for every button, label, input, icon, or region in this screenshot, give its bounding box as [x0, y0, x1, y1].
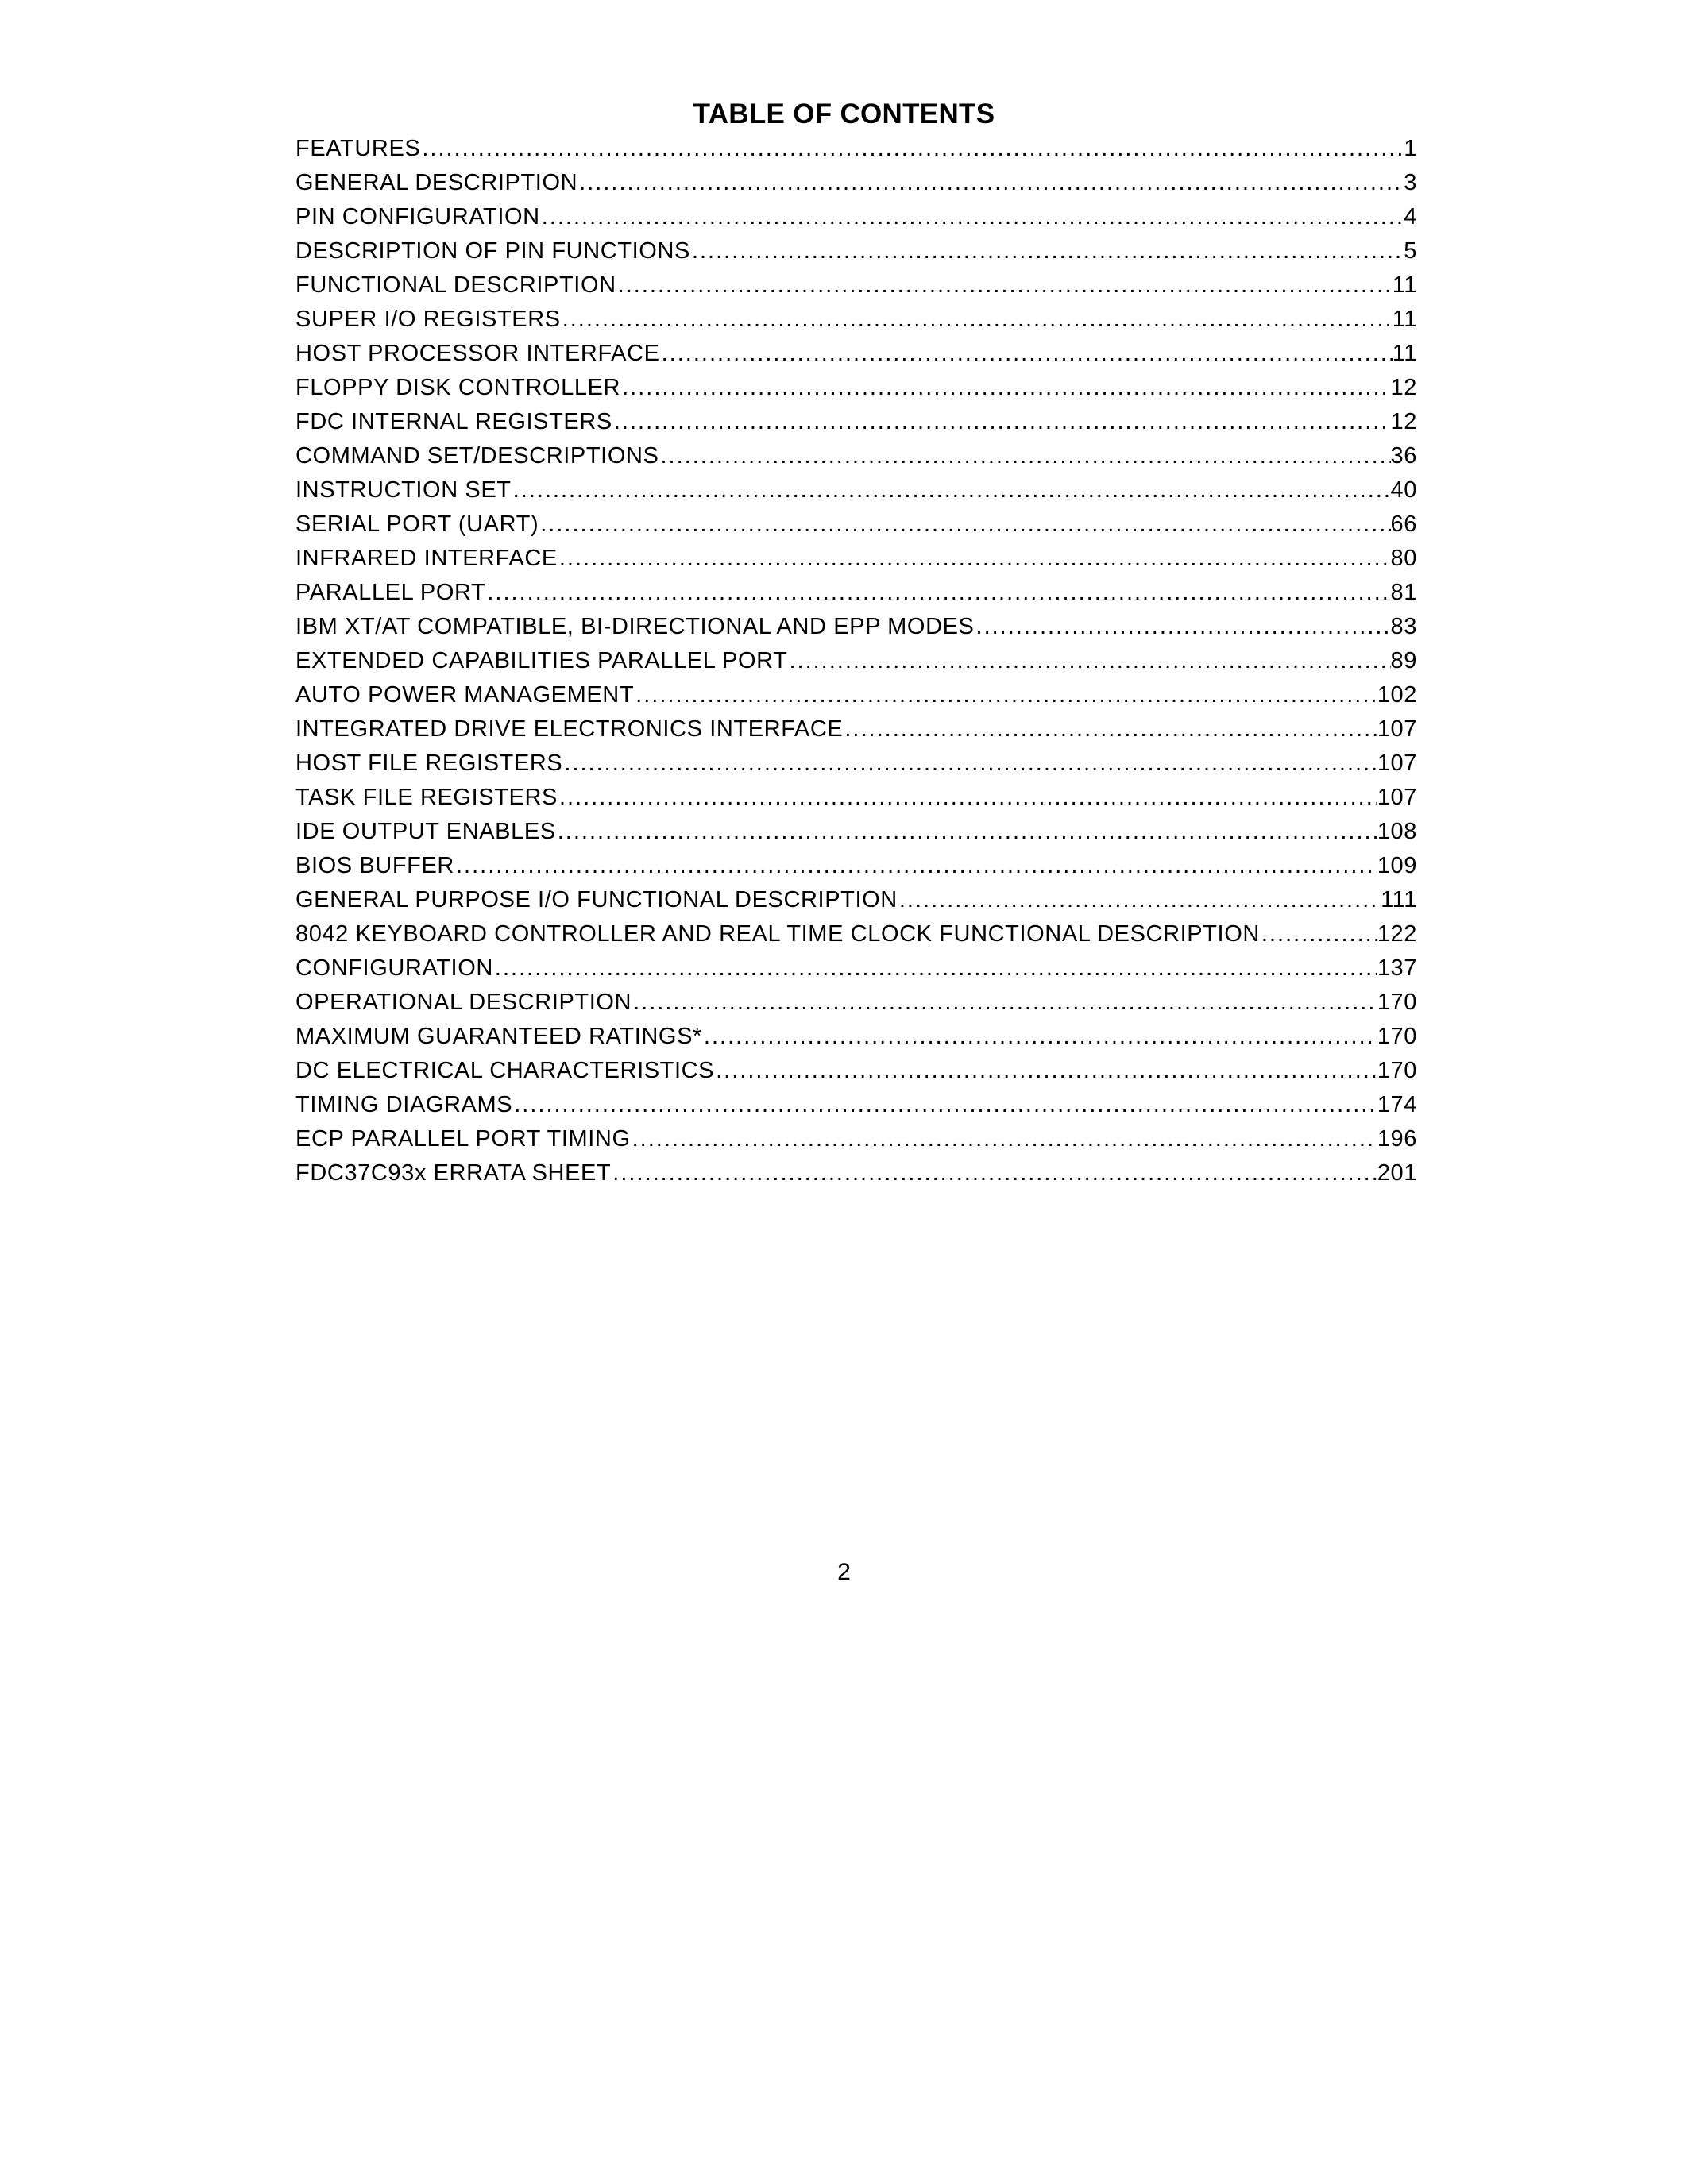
- toc-entry: [295, 883, 1417, 917]
- toc-entry: [295, 337, 1417, 371]
- toc-entry: [295, 1156, 1417, 1190]
- toc-entry-page: 66: [1390, 511, 1417, 537]
- toc-entry-title: IBM XT/AT COMPATIBLE, BI-DIRECTIONAL AND EPP MODES: [295, 614, 975, 639]
- toc-entry-title: TIMING DIAGRAMS: [295, 1092, 513, 1117]
- toc-dot-leader: [454, 849, 1377, 883]
- toc-entry-page: 122: [1377, 921, 1417, 947]
- toc-entry: [295, 678, 1417, 712]
- toc-entry-title: HOST FILE REGISTERS: [295, 751, 563, 776]
- toc-entry: [295, 405, 1417, 439]
- toc-dot-leader: [659, 439, 1391, 473]
- toc-entry-page: 196: [1377, 1126, 1417, 1152]
- toc-entry-page: 5: [1404, 238, 1417, 264]
- page-number: 2: [837, 1559, 851, 1585]
- toc-entry-title: OPERATIONAL DESCRIPTION: [295, 990, 632, 1015]
- toc-entry: [295, 849, 1417, 883]
- toc-entry-page: 1: [1404, 136, 1417, 161]
- toc-entry-title: FLOPPY DISK CONTROLLER: [295, 375, 621, 400]
- toc-entry-page: 89: [1390, 648, 1417, 673]
- toc-entry-title: INFRARED INTERFACE: [295, 546, 558, 571]
- toc-entry: [295, 644, 1417, 678]
- toc-entry: [295, 132, 1417, 166]
- toc-entry-page: 83: [1390, 614, 1417, 639]
- toc-entry-title: HOST PROCESSOR INTERFACE: [295, 341, 660, 366]
- toc-entry-title: PARALLEL PORT: [295, 580, 486, 605]
- toc-entry-title: FDC INTERNAL REGISTERS: [295, 409, 612, 434]
- toc-entry-page: 170: [1377, 990, 1417, 1015]
- toc-dot-leader: [556, 815, 1377, 849]
- toc-entry-page: 174: [1377, 1092, 1417, 1117]
- toc-entry-page: 11: [1392, 341, 1417, 366]
- toc-entry: [295, 747, 1417, 781]
- toc-entry-title: COMMAND SET/DESCRIPTIONS: [295, 443, 659, 469]
- toc-dot-leader: [616, 268, 1393, 303]
- toc-dot-leader: [787, 644, 1390, 678]
- toc-dot-leader: [611, 1156, 1377, 1190]
- toc-entry-title: CONFIGURATION: [295, 955, 493, 981]
- toc-entry-page: 4: [1404, 204, 1417, 230]
- toc-entry-page: 3: [1404, 170, 1417, 195]
- toc-entry-title: MAXIMUM GUARANTEED RATINGS*: [295, 1024, 702, 1049]
- toc-entry-page: 170: [1377, 1024, 1417, 1049]
- toc-entry-title: AUTO POWER MANAGEMENT: [295, 682, 635, 708]
- toc-dot-leader: [562, 747, 1377, 781]
- toc-entry: [295, 234, 1417, 268]
- toc-entry-page: 137: [1377, 955, 1417, 981]
- toc-entry-title: FEATURES: [295, 136, 421, 161]
- toc-entry-page: 111: [1381, 887, 1417, 913]
- toc-entry-title: PIN CONFIGURATION: [295, 204, 540, 230]
- toc-entry: [295, 1122, 1417, 1156]
- toc-entry-title: DC ELECTRICAL CHARACTERISTICS: [295, 1058, 715, 1083]
- toc-entry: [295, 986, 1417, 1020]
- toc-entry-page: 108: [1377, 819, 1417, 844]
- page-title: TABLE OF CONTENTS: [693, 98, 995, 129]
- toc-entry-title: 8042 KEYBOARD CONTROLLER AND REAL TIME CLOCK FUNCTIONAL DESCRIPTION: [295, 921, 1260, 947]
- toc-entry: [295, 268, 1417, 303]
- toc-dot-leader: [843, 712, 1377, 747]
- toc-entry-title: ECP PARALLEL PORT TIMING: [295, 1126, 631, 1152]
- toc-entry-page: 107: [1377, 785, 1417, 810]
- toc-dot-leader: [898, 883, 1381, 917]
- toc-dot-leader: [690, 234, 1404, 268]
- toc-entry-title: INTEGRATED DRIVE ELECTRONICS INTERFACE: [295, 716, 844, 742]
- toc-entry: [295, 371, 1417, 405]
- toc-dot-leader: [631, 1122, 1377, 1156]
- toc-dot-leader: [540, 200, 1404, 234]
- toc-dot-leader: [420, 132, 1404, 166]
- toc-dot-leader: [512, 473, 1391, 507]
- toc-entry-title: GENERAL PURPOSE I/O FUNCTIONAL DESCRIPTION: [295, 887, 898, 913]
- toc-dot-leader: [702, 1020, 1377, 1054]
- toc-entry: [295, 473, 1417, 507]
- toc-entry-title: INSTRUCTION SET: [295, 477, 512, 503]
- toc-entry: [295, 781, 1417, 815]
- toc-entry-title: TASK FILE REGISTERS: [295, 785, 558, 810]
- toc-entry: [295, 200, 1417, 234]
- toc-entry-page: 80: [1390, 546, 1417, 571]
- toc-dot-leader: [558, 781, 1377, 815]
- toc-entry-page: 11: [1392, 307, 1417, 332]
- toc-entry: [295, 917, 1417, 951]
- toc-entry-page: 12: [1390, 375, 1417, 400]
- toc-entry: [295, 507, 1417, 542]
- toc-entry-page: 11: [1392, 272, 1417, 298]
- toc-dot-leader: [539, 507, 1390, 542]
- toc-entry: [295, 1020, 1417, 1054]
- toc-entry-page: 36: [1390, 443, 1417, 469]
- toc-entry-title: GENERAL DESCRIPTION: [295, 170, 578, 195]
- toc-dot-leader: [485, 576, 1390, 610]
- toc-entry: [295, 951, 1417, 986]
- toc-entry-title: DESCRIPTION OF PIN FUNCTIONS: [295, 238, 690, 264]
- toc-dot-leader: [975, 610, 1391, 644]
- toc-dot-leader: [714, 1054, 1377, 1088]
- toc-entry: [295, 712, 1417, 747]
- toc-dot-leader: [632, 986, 1377, 1020]
- toc-entry-page: 109: [1377, 853, 1417, 878]
- toc-dot-leader: [620, 371, 1390, 405]
- toc-entry-title: IDE OUTPUT ENABLES: [295, 819, 556, 844]
- toc-dot-leader: [634, 678, 1377, 712]
- toc-entry-page: 201: [1377, 1160, 1417, 1186]
- toc-entry-page: 12: [1390, 409, 1417, 434]
- toc-entry-title: BIOS BUFFER: [295, 853, 454, 878]
- toc-dot-leader: [1260, 917, 1377, 951]
- toc-entry-title: SERIAL PORT (UART): [295, 511, 539, 537]
- toc-entry: [295, 1088, 1417, 1122]
- toc-entry-title: FDC37C93x ERRATA SHEET: [295, 1160, 612, 1186]
- toc-entry-page: 107: [1377, 716, 1417, 742]
- toc-entry: [295, 815, 1417, 849]
- toc-entry-title: FUNCTIONAL DESCRIPTION: [295, 272, 616, 298]
- toc-dot-leader: [577, 166, 1404, 200]
- table-of-contents: [295, 132, 1417, 1190]
- toc-dot-leader: [493, 951, 1377, 986]
- toc-dot-leader: [561, 303, 1393, 337]
- toc-entry: [295, 610, 1417, 644]
- toc-entry: [295, 439, 1417, 473]
- toc-entry: [295, 542, 1417, 576]
- toc-entry-page: 102: [1377, 682, 1417, 708]
- toc-dot-leader: [512, 1088, 1377, 1122]
- toc-entry-title: SUPER I/O REGISTERS: [295, 307, 561, 332]
- toc-dot-leader: [612, 405, 1391, 439]
- toc-dot-leader: [660, 337, 1393, 371]
- toc-entry: [295, 166, 1417, 200]
- toc-entry-page: 40: [1390, 477, 1417, 503]
- toc-entry-page: 170: [1377, 1058, 1417, 1083]
- toc-dot-leader: [558, 542, 1391, 576]
- toc-entry: [295, 1054, 1417, 1088]
- toc-entry: [295, 576, 1417, 610]
- toc-entry-page: 107: [1377, 751, 1417, 776]
- toc-entry-title: EXTENDED CAPABILITIES PARALLEL PORT: [295, 648, 788, 673]
- toc-entry: [295, 303, 1417, 337]
- toc-entry-page: 81: [1390, 580, 1417, 605]
